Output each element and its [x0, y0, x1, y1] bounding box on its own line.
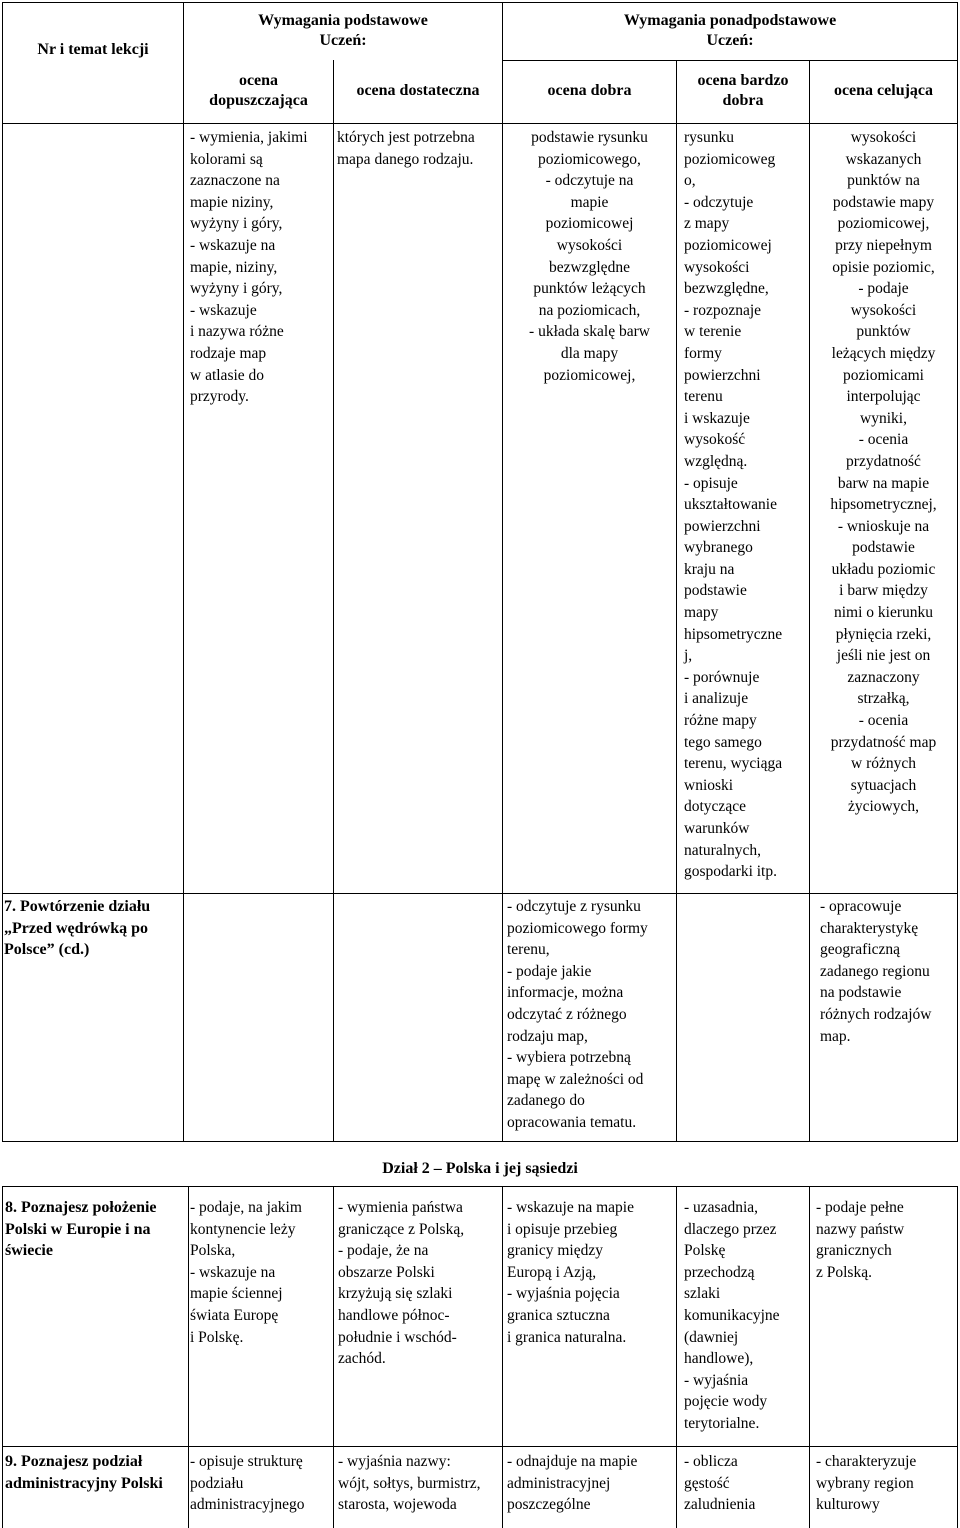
- table2-col-line-3: [502, 1186, 503, 1528]
- table2-col-line-5: [809, 1186, 810, 1528]
- table-border-bottom: [2, 1141, 958, 1142]
- row1-cell-celujaca: wysokości wskazanych punktów na podstawie mapy poziomicowej, przy niepełnym opisie poziomic, - podaje wysokości punktów leżących między poziomicami interpolując wyniki, - ocenia przydatność barw na mapie hipsometrycznej, - wnioskuje na podstawie układu poziomic i barw między nimi o kierunku płynięcia rzeki, jeśli nie jest on zaznaczony strzałką, - ocenia przydatność map w różnych sytuacjach życiowych,: [830, 129, 937, 816]
- header-basic-requirements: Wymagania podstawowe Uczeń:: [258, 12, 428, 49]
- lesson9-cell-dostateczna: - wyjaśnia nazwy: wójt, sołtys, burmistrz, starosta, wojewoda: [338, 1453, 481, 1514]
- row1-cell-dobra: podstawie rysunku poziomicowego, - odczytuje na mapie poziomicowej wysokości bezwzględne punktów leżących na poziomicach, - układa skalę barw dla mapy poziomicowej,: [529, 129, 650, 384]
- row2-cell-celujaca: - opracowuje charakterystykę geograficzną zadanego regionu na podstawie różnych rodzajów map.: [820, 898, 932, 1045]
- lesson9-cell-celujaca: - charakteryzuje wybrany region kulturowy: [816, 1453, 917, 1514]
- header-advanced-requirements: Wymagania ponadpodstawowe Uczeń:: [623, 12, 837, 49]
- lesson9-cell-dobra: - odnajduje na mapie administracyjnej poszczególne: [507, 1453, 638, 1514]
- row2-cell-dobra: - odczytuje z rysunku poziomicowego formy terenu, - podaje jakie informacje, można odczytać z różnego rodzaju map, - wybiera potrzebną mapę w zależności od zadanego do opracowania tematu.: [507, 898, 648, 1131]
- lesson8-cell-bardzo-dobra: - uzasadnia, dlaczego przez Polskę przechodzą szlaki komunikacyjne (dawniej handlowe), - wyjaśnia pojęcie wody terytorialne.: [684, 1199, 780, 1432]
- lesson8-cell-celujaca: - podaje pełne nazwy państw granicznych z Polską.: [816, 1199, 905, 1281]
- row1-cell-dopuszczajaca: - wymienia, jakimi kolorami są zaznaczone na mapie niziny, wyżyny i góry, - wskazuje na mapie, niziny, wyżyny i góry, - wskazuje i nazywa różne rodzaje map w atlasie do przyrody.: [190, 129, 308, 406]
- col-line-1: [183, 2, 184, 1142]
- table2-col-line-4: [676, 1186, 677, 1528]
- header-lesson-column: Nr i temat lekcji: [37, 41, 149, 58]
- header-advanced-underline: [502, 60, 958, 61]
- lesson8-cell-dobra: - wskazuje na mapie i opisuje przebieg granicy między Europą i Azją, - wyjaśnia pojęcia granica sztuczna i granica naturalna.: [507, 1199, 634, 1346]
- header-grade-excellent: ocena celująca: [833, 82, 934, 99]
- col-line-0: [2, 2, 3, 1142]
- table2-col-line-2: [333, 1186, 334, 1528]
- lesson8-title: 8. Poznajesz położenie Polski w Europie i na świecie: [5, 1199, 157, 1260]
- lesson8-cell-dopuszczajaca: - podaje, na jakim kontynencie leży Polska, - wskazuje na mapie ściennej świata Europę i Polskę.: [190, 1199, 302, 1346]
- col-line-6: [957, 2, 958, 1142]
- table2-row-divider: [2, 1446, 958, 1447]
- section-title: Dział 2 – Polska i jej sąsiedzi: [382, 1160, 578, 1177]
- table2-border-top: [2, 1186, 958, 1187]
- col-line-4: [676, 60, 677, 1142]
- table-border-top: [2, 2, 958, 3]
- row-divider: [2, 893, 958, 894]
- header-grade-good: ocena dobra: [547, 82, 632, 99]
- header-bottom-line: [2, 123, 958, 124]
- header-grade-sufficient-minus: ocena dopuszczająca: [209, 72, 308, 109]
- header-grade-sufficient: ocena dostateczna: [356, 82, 480, 99]
- row2-lesson-title: 7. Powtórzenie działu „Przed wędrówką po Polsce” (cd.): [4, 898, 151, 959]
- lesson9-cell-bardzo-dobra: - oblicza gęstość zaludnienia: [684, 1453, 756, 1514]
- row1-cell-bardzo-dobra: rysunku poziomicoweg o, - odczytuje z mapy poziomicowej wysokości bezwzględne, - rozpoznaje w terenie formy powierzchni terenu i wskazuje wysokość względną. - opisuje ukształtowanie powierzchni wybranego kraju na podstawie mapy hipsometryczne j, - porównuje i analizuje różne mapy tego samego terenu, wyciąga wnioski dotyczące warunków naturalnych, gospodarki itp.: [684, 129, 783, 881]
- header-grade-very-good: ocena bardzo dobra: [697, 72, 789, 109]
- table2-col-line-6: [957, 1186, 958, 1528]
- col-line-2: [333, 60, 334, 1142]
- lesson8-cell-dostateczna: - wymienia państwa graniczące z Polską, - podaje, że na obszarze Polski krzyżują się szlaki handlowe północ- południe i wschód- zachód.: [338, 1199, 465, 1368]
- table2-col-line-0: [2, 1186, 3, 1528]
- lesson9-cell-dopuszczajaca: - opisuje strukturę podziału administracyjnego: [190, 1453, 305, 1514]
- row1-cell-dostateczna: których jest potrzebna mapa danego rodzaju.: [337, 129, 475, 168]
- lesson9-title: 9. Poznajesz podział administracyjny Polski: [5, 1453, 163, 1492]
